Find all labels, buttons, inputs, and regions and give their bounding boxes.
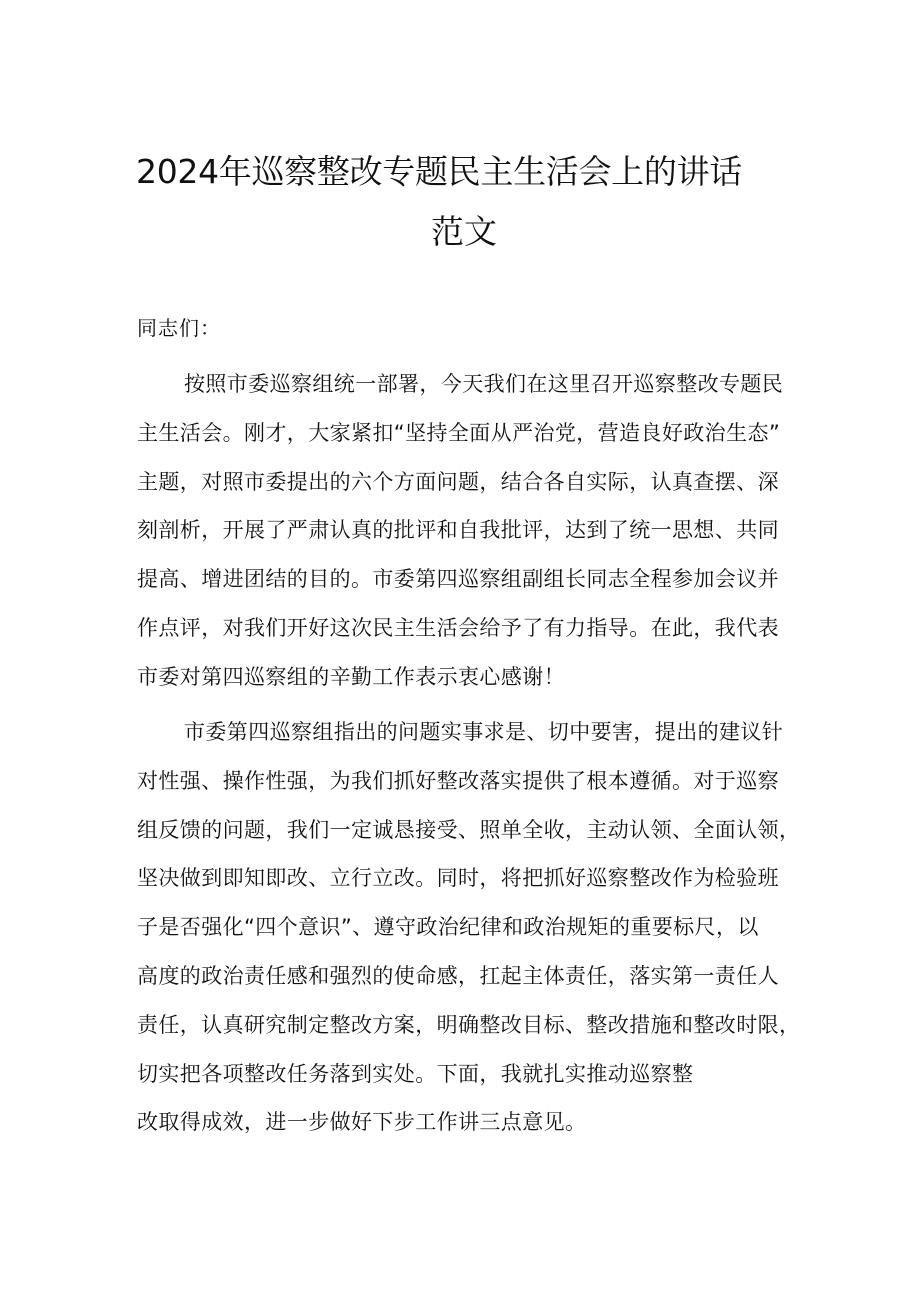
- paragraph-1-line: 提高、增进团结的目的。市委第四巡察组副组长同志全程参加会议并: [137, 567, 779, 592]
- paragraph-1-line: 市委对第四巡察组的辛勤工作表示衷心感谢！: [137, 664, 565, 689]
- salutation: 同志们：: [137, 316, 221, 340]
- paragraph-1: [137, 360, 797, 702]
- paragraph-2-line: 改取得成效，进一步做好下步工作讲三点意见。: [137, 1110, 587, 1135]
- paragraph-1-line: 按照市委巡察组统一部署，今天我们在这里召开巡察整改专题民: [184, 372, 784, 396]
- paragraph-2-line: 坚决做到即知即改、立行立改。同时，将把抓好巡察整改作为检验班: [137, 866, 779, 891]
- paragraph-1-line: 主生活会。刚才，大家紧扣“坚持全面从严治党，营造良好政治生态”: [137, 420, 781, 445]
- document-title-line-2: 范文: [431, 212, 497, 251]
- paragraph-2-line: 子是否强化“四个意识”、遵守政治纪律和政治规矩的重要标尺，以: [137, 915, 759, 940]
- paragraph-2-line: 责任，认真研究制定整改方案，明确整改目标、整改措施和整改时限，: [137, 1012, 801, 1037]
- paragraph-2-line: 组反馈的问题，我们一定诚恳接受、照单全收，主动认领、全面认领，: [137, 817, 801, 842]
- paragraph-2-line: 对性强、操作性强，为我们抓好整改落实提供了根本遵循。对于巡察: [137, 768, 779, 793]
- document-title-line-1: 2024年巡察整改专题民主生活会上的讲话: [136, 152, 742, 191]
- paragraph-2-line: 切实把各项整改任务落到实处。下面，我就扎实推动巡察整: [137, 1061, 694, 1086]
- paragraph-1-line: 刻剖析，开展了严肃认真的批评和自我批评，达到了统一思想、共同: [137, 518, 779, 543]
- paragraph-2-line: 市委第四巡察组指出的问题实事求是、切中要害，提出的建议针: [184, 720, 784, 744]
- paragraph-2-line: 高度的政治责任感和强烈的使命感，扛起主体责任，落实第一责任人: [137, 963, 779, 988]
- paragraph-1-line: 作点评，对我们开好这次民主生活会给予了有力指导。在此，我代表: [137, 615, 779, 640]
- paragraph-1-line: 主题，对照市委提出的六个方面问题，结合各自实际，认真查摆、深: [137, 469, 779, 494]
- paragraph-2: [137, 708, 801, 1147]
